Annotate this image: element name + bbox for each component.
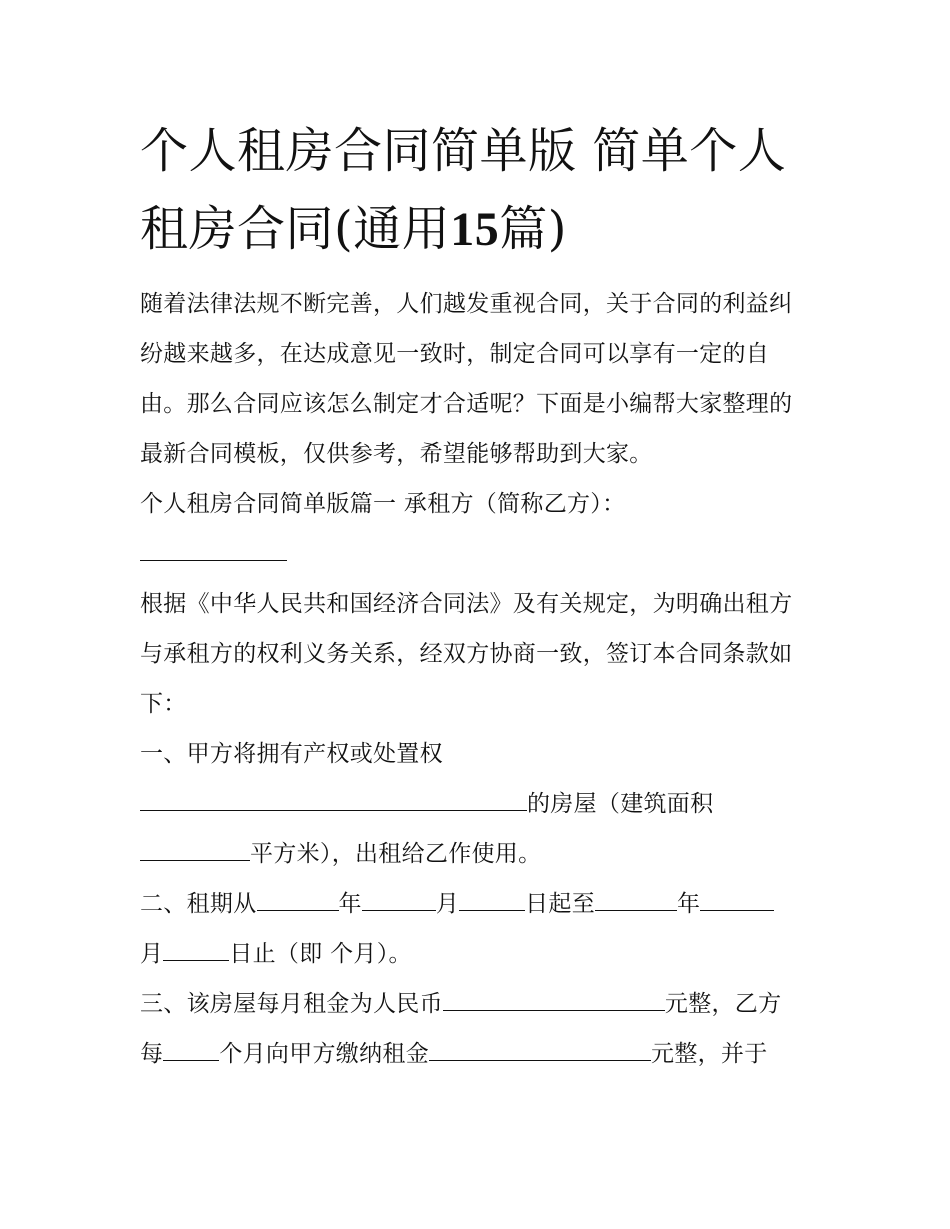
title-text-part2: 篇) (499, 201, 567, 257)
document-content (140, 112, 815, 1079)
clause-3-every-label: 每 (140, 1041, 164, 1067)
title-number: 15 (450, 203, 500, 256)
payment-amount-blank (429, 1042, 651, 1061)
monthly-rent-blank (443, 992, 665, 1011)
clause-2-prefix: 二、租期从 (140, 891, 257, 917)
basis-paragraph: 根据《中华人民共和国经济合同法》及有关规定，为明确出租方与承租方的权利义务关系，经双方协商一致，签订本合同条款如下： (140, 591, 793, 717)
document-title (140, 112, 815, 269)
property-address-blank (140, 792, 527, 811)
title-text-part1: 个人租房合同简单版 简单个人租房合同(通用 (140, 123, 787, 257)
clause-2-month2-label: 月 (140, 941, 164, 967)
clause-2-line-1 (140, 879, 815, 929)
lessee-blank-line (140, 529, 815, 579)
clause-1-area-text: 的房屋（建筑面积 (527, 791, 714, 817)
clause-3-yuan-text: 元整，乙方 (664, 991, 782, 1017)
clause-1-end-text: 平方米），出租给乙作使用。 (250, 841, 542, 867)
section-heading: 个人租房合同简单版篇一 承租方（简称乙方）： (140, 491, 626, 517)
lessee-name-blank (140, 542, 287, 561)
clause-3-end-text: 元整，并于 (651, 1041, 768, 1067)
payment-interval-blank (163, 1042, 219, 1061)
clause-2-day-to-label: 日起至 (525, 891, 596, 917)
end-year-blank (595, 892, 677, 911)
clause-1-line-2 (140, 779, 815, 829)
clause-3-prefix: 三、该房屋每月租金为人民币 (140, 991, 443, 1017)
start-day-blank (459, 892, 525, 911)
clause-3-months-text: 个月向甲方缴纳租金 (219, 1041, 430, 1067)
area-blank (140, 842, 250, 861)
clause-3-line-2 (140, 1029, 815, 1079)
clause-2-month-label: 月 (435, 891, 460, 917)
end-day-blank (163, 942, 229, 961)
clause-1-line-1: 一、甲方将拥有产权或处置权 (140, 741, 443, 767)
intro-paragraph: 随着法律法规不断完善，人们越发重视合同，关于合同的利益纠纷越来越多，在达成意见一致时，制定合同可以享有一定的自由。那么合同应该怎么制定才合适呢？下面是小编帮大家整理的最新合同模板，仅供参考，希望能够帮助到大家。 (140, 291, 793, 467)
clause-2-year2-label: 年 (677, 891, 701, 917)
clause-2-line-2 (140, 929, 815, 979)
start-month-blank (362, 892, 436, 911)
clause-3-line-1 (140, 979, 815, 1029)
clause-2-end-text: 日止（即 个月）。 (229, 941, 412, 967)
clause-2-year-label: 年 (338, 891, 362, 917)
end-month-blank (700, 892, 774, 911)
start-year-blank (257, 892, 339, 911)
clause-1-line-3 (140, 829, 815, 879)
